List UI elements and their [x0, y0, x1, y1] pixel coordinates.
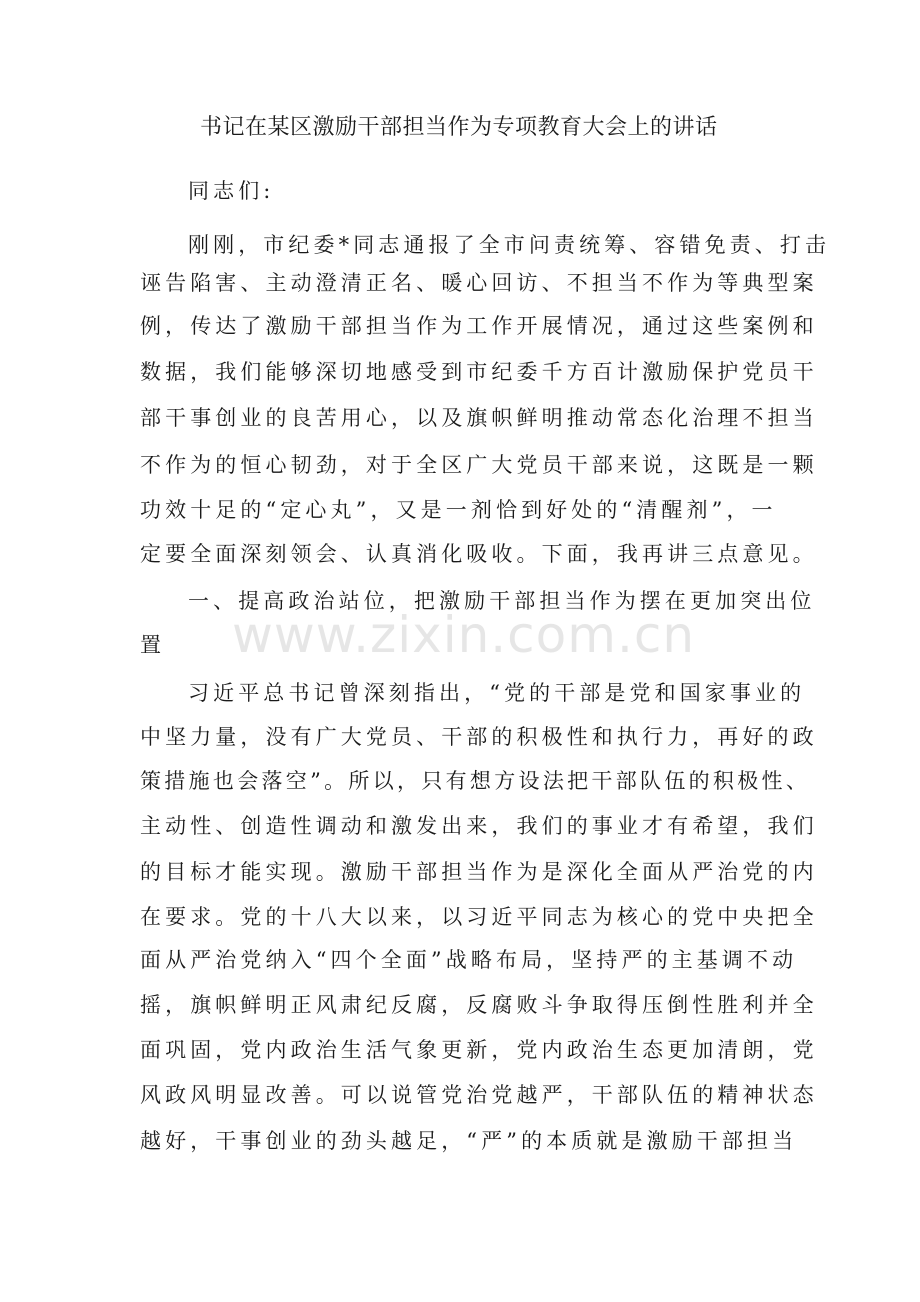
body-line: 不作为的恒心韧劲，对于全区广大党员干部来说，这既是一颗 [140, 453, 818, 477]
section-heading: 置 [140, 633, 166, 657]
body-line: 习近平总书记曾深刻指出，“党的干部是党和国家事业的 [188, 681, 806, 705]
body-line: 数据，我们能够深切地感受到市纪委千方百计激励保护党员干 [140, 360, 818, 384]
body-line: 在要求。党的十八大以来，以习近平同志为核心的党中央把全 [140, 905, 818, 929]
body-line: 越好，干事创业的劲头越足，“严”的本质就是激励干部担当 [140, 1129, 798, 1153]
document-title: 书记在某区激励干部担当作为专项教育大会上的讲话 [200, 115, 718, 140]
body-line: 诬告陷害、主动澄清正名、暖心回访、不担当不作为等典型案 [140, 271, 818, 295]
body-line: 中坚力量，没有广大党员、干部的积极性和执行力，再好的政 [140, 725, 818, 749]
body-line: 面从严治党纳入“四个全面”战略布局，坚持严的主基调不动 [140, 948, 798, 972]
body-line: 摇，旗帜鲜明正风肃纪反腐，反腐败斗争取得压倒性胜利并全 [140, 993, 818, 1017]
section-heading: 一、提高政治站位，把激励干部担当作为摆在更加突出位 [188, 589, 816, 613]
body-line: 的目标才能实现。激励干部担当作为是深化全面从严治党的内 [140, 860, 818, 884]
body-line: 部干事创业的良苦用心，以及旗帜鲜明推动常态化治理不担当 [140, 406, 818, 430]
salutation-line: 同志们: [188, 179, 275, 203]
body-line: 面巩固，党内政治生活气象更新，党内政治生态更加清朗，党 [140, 1038, 818, 1062]
body-line: 定要全面深刻领会、认真消化吸收。下面，我再讲三点意见。 [140, 542, 818, 566]
body-line: 策措施也会落空”。所以，只有想方设法把干部队伍的积极性、 [140, 769, 811, 793]
body-line: 风政风明显改善。可以说管党治党越严，干部队伍的精神状态 [140, 1083, 818, 1107]
body-line: 功效十足的“定心丸”，又是一剂恰到好处的“清醒剂”，一 [140, 498, 777, 522]
body-line: 主动性、创造性调动和激发出来，我们的事业才有希望，我们 [140, 814, 818, 838]
body-line: 例，传达了激励干部担当作为工作开展情况，通过这些案例和 [140, 314, 818, 338]
watermark: www.zixin.com.cn [232, 606, 696, 664]
body-line: 刚刚，市纪委*同志通报了全市问责统筹、容错免责、打击 [188, 233, 831, 257]
